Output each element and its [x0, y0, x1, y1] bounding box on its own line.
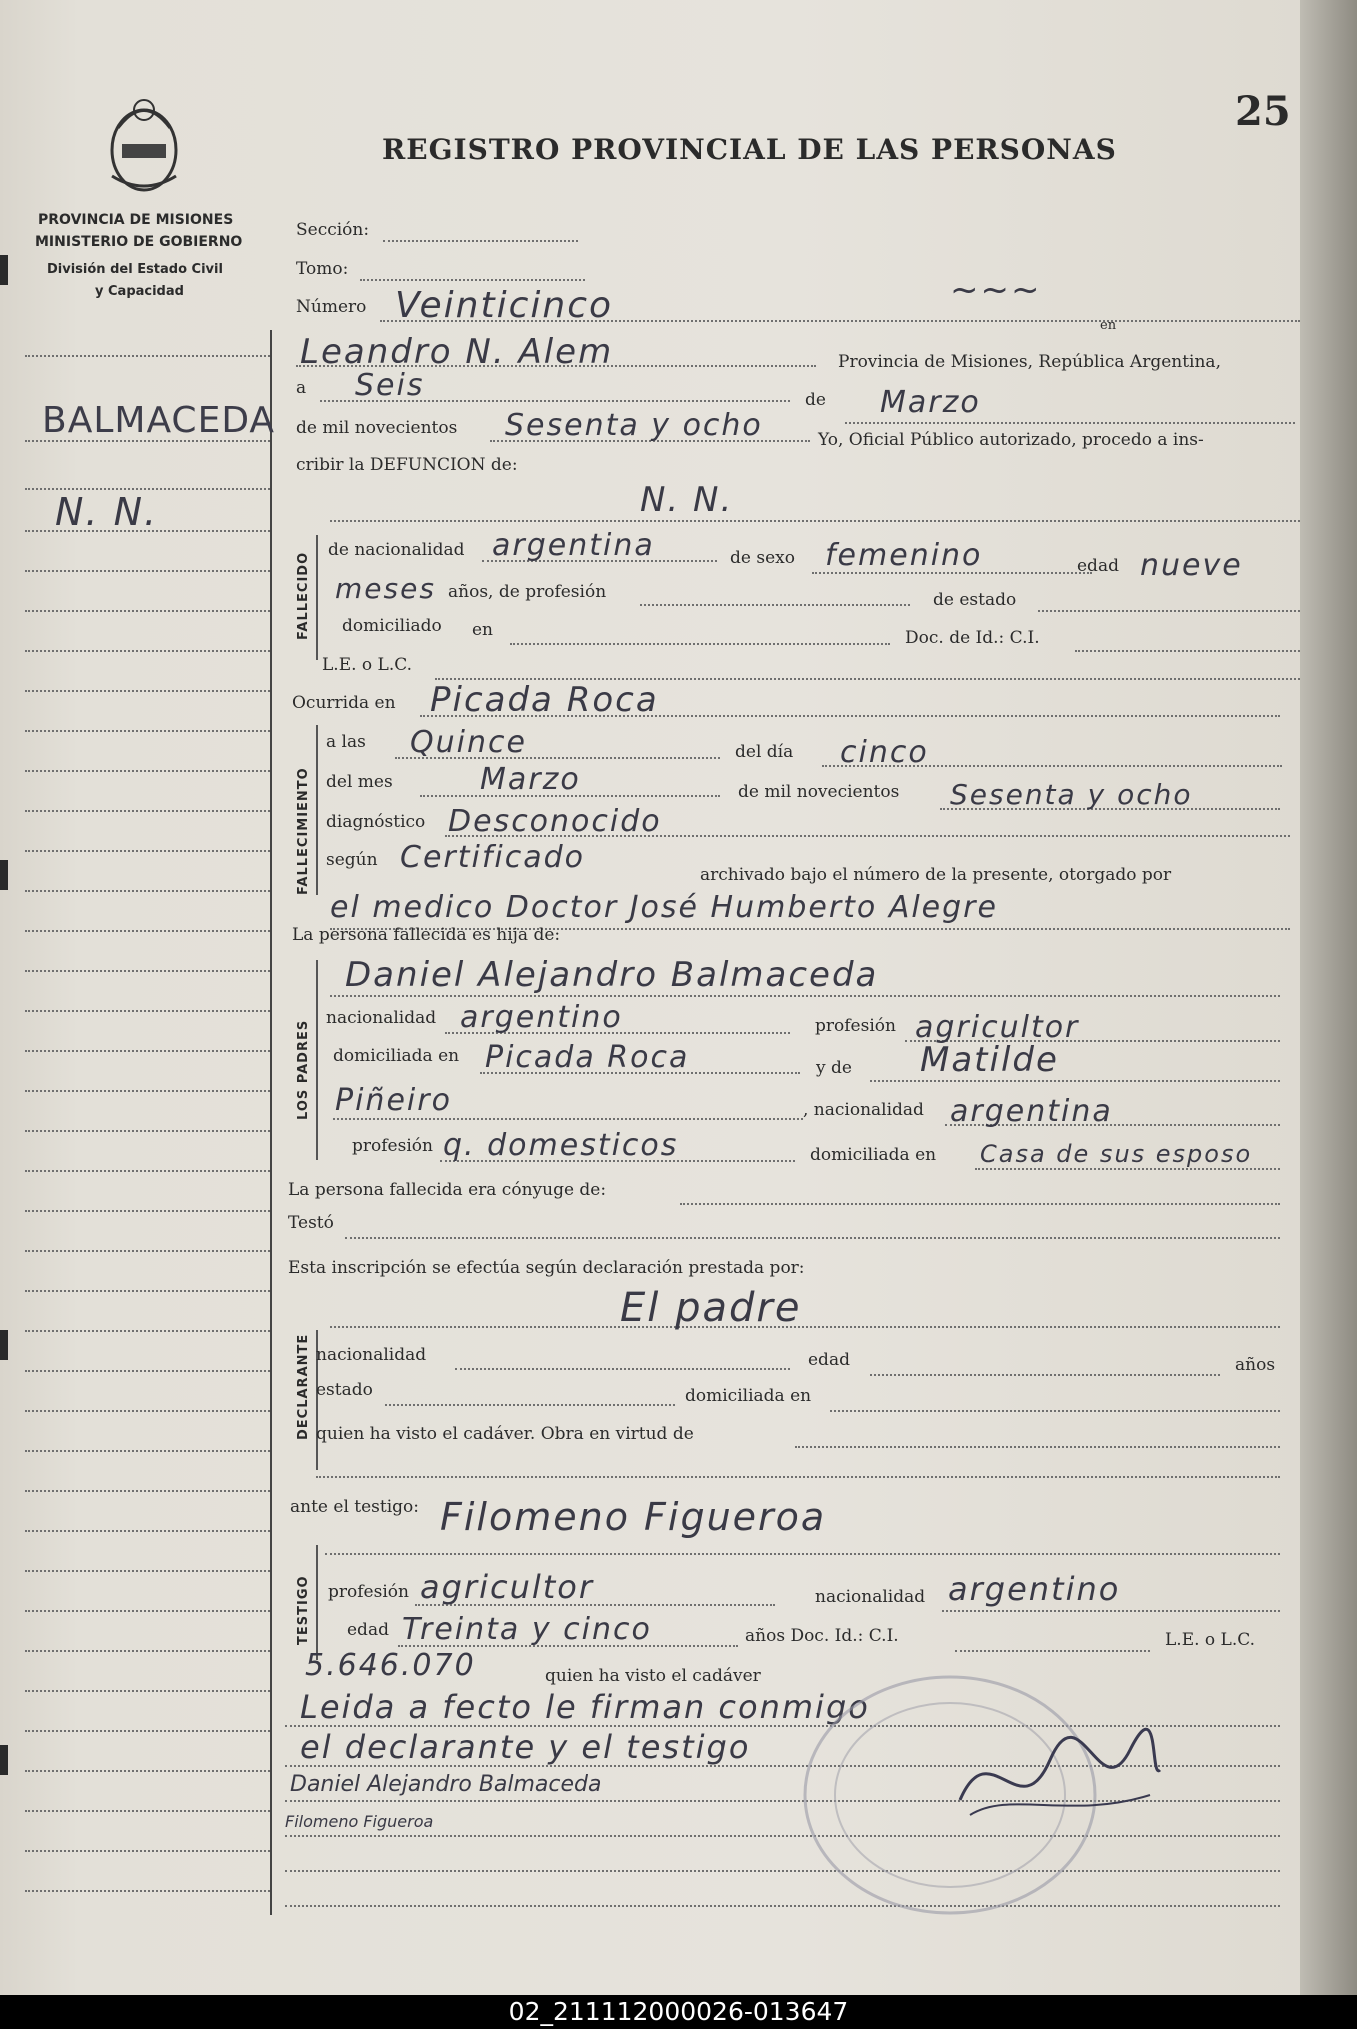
padre-domicilio-label: domiciliada en: [333, 1046, 460, 1066]
del-mes-value: Marzo: [480, 762, 581, 797]
testigo-edad-label: edad: [347, 1620, 389, 1640]
official-signature-icon: [950, 1720, 1170, 1840]
numero-value: Veinticinco: [395, 285, 614, 326]
margin-column-border: [270, 330, 272, 1915]
fallecido-nacionalidad: argentina: [492, 528, 655, 563]
agency-line-3: División del Estado Civil: [47, 262, 223, 277]
testigo-ci: 5.646.070: [305, 1648, 476, 1683]
cierre-linea-2: el declarante y el testigo: [300, 1728, 751, 1766]
a-label: a: [296, 378, 307, 398]
declarante-estado-label: estado: [316, 1380, 373, 1400]
testigo-nombre: Filomeno Figueroa: [440, 1495, 827, 1539]
testigo-edad: Treinta y cinco: [402, 1612, 652, 1647]
testigo-nacionalidad: argentino: [948, 1570, 1121, 1608]
anos-profesion-label: años, de profesión: [448, 582, 607, 602]
fallecido-nombre: N. N.: [640, 480, 734, 520]
numero-label: Número: [296, 297, 367, 317]
diagnostico-value: Desconocido: [448, 804, 662, 839]
en-label-2: en: [472, 620, 494, 640]
mes-value: Marzo: [880, 385, 981, 420]
testo-label: Testó: [288, 1213, 334, 1233]
nacionalidad-label: de nacionalidad: [328, 540, 465, 560]
madre-domicilio-label: domiciliada en: [810, 1145, 937, 1165]
archivado-label: archivado bajo el número de la presente, otorgado por: [700, 865, 1172, 885]
madre-profesion: q. domesticos: [443, 1128, 679, 1163]
provincia-label: Provincia de Misiones, República Argentina,: [838, 352, 1221, 372]
declarante-anos-label: años: [1235, 1355, 1276, 1375]
coat-of-arms-icon: [98, 88, 190, 198]
a-las-label: a las: [326, 732, 366, 752]
doc-id-label: Doc. de Id.: C.I.: [905, 628, 1040, 648]
madre-nombre: Matilde: [920, 1040, 1059, 1080]
le-lc-label: L.E. o L.C.: [322, 655, 413, 675]
firma-testigo: Filomeno Figueroa: [285, 1812, 434, 1831]
book-edge: [1300, 0, 1357, 1995]
cierre-linea-1: Leida a fecto le firman conmigo: [300, 1688, 870, 1726]
padre-nacionalidad-label: nacionalidad: [326, 1008, 437, 1028]
segun-value: Certificado: [400, 840, 586, 875]
madre-nacionalidad: argentina: [950, 1094, 1113, 1129]
otorgado-value: el medico Doctor José Humberto Alegre: [330, 890, 998, 925]
edad-label: edad: [1077, 556, 1119, 576]
conyuge-label: La persona fallecida era cónyuge de:: [288, 1180, 607, 1200]
madre-nacionalidad-label: , nacionalidad: [803, 1100, 924, 1120]
margin-surname: BALMACEDA: [42, 400, 276, 441]
de-estado-label: de estado: [933, 590, 1017, 610]
agency-line-4: y Capacidad: [95, 284, 184, 299]
segun-label: según: [326, 850, 378, 870]
testigo-profesion: agricultor: [420, 1568, 595, 1606]
madre-domicilio: Casa de sus esposo: [980, 1140, 1253, 1168]
agency-line-1: PROVINCIA DE MISIONES: [38, 212, 234, 228]
page-title: REGISTRO PROVINCIAL DE LAS PERSONAS: [382, 133, 1117, 166]
oficial-signature: ~~~: [950, 270, 1042, 310]
de-mil-label: de mil novecientos: [296, 418, 458, 438]
del-mes-label: del mes: [326, 772, 393, 792]
padre-profesion-label: profesión: [815, 1016, 896, 1036]
anio-value: Sesenta y ocho: [505, 408, 763, 443]
margin-name: N. N.: [55, 490, 159, 534]
ocurrida-value: Picada Roca: [430, 680, 659, 720]
tomo-label: Tomo:: [296, 259, 349, 279]
fallecimiento-side-label: FALLECIMIENTO: [296, 767, 311, 895]
ocurrida-label: Ocurrida en: [292, 693, 396, 713]
padres-side-label: LOS PADRES: [296, 1019, 311, 1120]
declarante-edad-label: edad: [808, 1350, 850, 1370]
fallecido-edad: nueve: [1140, 548, 1243, 583]
hora-value: Quince: [410, 725, 527, 760]
testigo-profesion-label: profesión: [328, 1582, 409, 1602]
yo-oficial-label: Yo, Oficial Público autorizado, procedo a ins-: [818, 430, 1204, 450]
del-dia-value: cinco: [840, 735, 929, 770]
padre-nombre: Daniel Alejandro Balmaceda: [345, 955, 879, 995]
quien-visto-label: quien ha visto el cadáver: [545, 1666, 761, 1686]
madre-profesion-label: profesión: [352, 1136, 433, 1156]
declarante-domicilio-label: domiciliada en: [685, 1386, 812, 1406]
inscripcion-label: Esta inscripción se efectúa según declaración prestada por:: [288, 1258, 805, 1278]
de-mil-nov-label: de mil novecientos: [738, 782, 900, 802]
firma-declarante: Daniel Alejandro Balmaceda: [290, 1772, 602, 1797]
image-id-footer: 02_211112000026-013647: [0, 1995, 1357, 2029]
y-de-label: y de: [816, 1058, 852, 1078]
dia-value: Seis: [355, 368, 425, 403]
inscribir-label: cribir la DEFUNCION de:: [296, 455, 518, 475]
anio-fall-value: Sesenta y ocho: [950, 778, 1193, 811]
testigo-nacionalidad-label: nacionalidad: [815, 1587, 926, 1607]
hija-de-label: La persona fallecida es hija de:: [292, 925, 561, 945]
fallecido-sexo: femenino: [825, 538, 983, 573]
madre-apellido: Piñeiro: [335, 1083, 452, 1118]
page-number: 25: [1235, 88, 1291, 135]
declarante-side-label: DECLARANTE: [296, 1333, 311, 1440]
lugar-value: Leandro N. Alem: [300, 332, 614, 372]
ante-testigo-label: ante el testigo:: [290, 1497, 420, 1517]
visto-cadaver-label: quien ha visto el cadáver. Obra en virtud de: [316, 1424, 694, 1444]
declarante-nacionalidad-label: nacionalidad: [316, 1345, 427, 1365]
domiciliado-label: domiciliado: [342, 616, 442, 636]
testigo-le-lc-label: L.E. o L.C.: [1165, 1630, 1256, 1650]
en-label: en: [1100, 318, 1117, 333]
padre-nacionalidad: argentino: [460, 1000, 623, 1035]
fallecido-side-label: FALLECIDO: [296, 551, 311, 640]
fallecido-edad-unidad: meses: [335, 572, 436, 605]
seccion-label: Sección:: [296, 220, 370, 240]
testigo-doc-label: años Doc. Id.: C.I.: [745, 1626, 899, 1646]
diagnostico-label: diagnóstico: [326, 812, 426, 832]
padre-domicilio: Picada Roca: [485, 1040, 690, 1075]
del-dia-label: del día: [735, 742, 794, 762]
sexo-label: de sexo: [730, 548, 795, 568]
declarante-value: El padre: [620, 1285, 802, 1331]
agency-line-2: MINISTERIO DE GOBIERNO: [35, 234, 243, 250]
padre-profesion: agricultor: [915, 1010, 1080, 1045]
testigo-side-label: TESTIGO: [296, 1575, 311, 1645]
de-label: de: [805, 390, 826, 410]
